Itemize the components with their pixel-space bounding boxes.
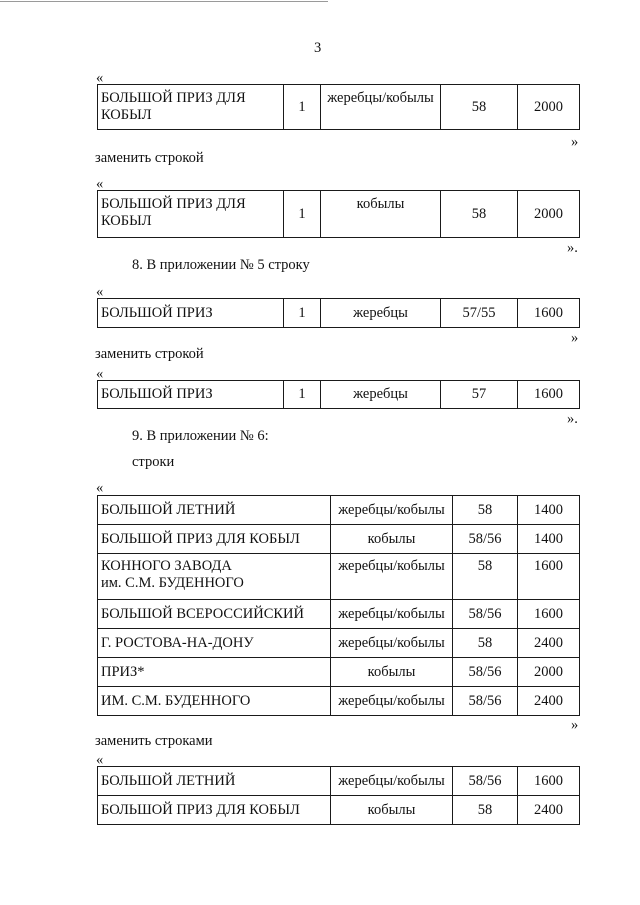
cell-sex: жеребцы/кобылы xyxy=(331,554,453,600)
item-8-text: 8. В приложении № 5 строку xyxy=(132,257,310,273)
replace-row-text: заменить строкой xyxy=(95,150,204,166)
cell-sex: жеребцы/кобылы xyxy=(331,496,453,525)
table-row xyxy=(98,600,580,629)
cell-name: БОЛЬШОЙ ПРИЗ ДЛЯ КОБЫЛ xyxy=(98,525,331,554)
cell-count: 1 xyxy=(284,299,321,328)
cell-distance: 2400 xyxy=(518,687,580,716)
cell-sex: кобылы xyxy=(331,658,453,687)
table-block2-old xyxy=(97,298,580,328)
cell-sex: жеребцы/кобылы xyxy=(321,85,441,130)
rows-word: строки xyxy=(132,454,175,470)
cell-sex: жеребцы xyxy=(321,299,441,328)
item-9-text: 9. В приложении № 6: xyxy=(132,428,269,444)
quote-close-dot: ». xyxy=(567,411,578,427)
cell-name: БОЛЬШОЙ ПРИЗ xyxy=(98,299,284,328)
cell-distance: 2400 xyxy=(518,796,580,825)
cell-weight: 58/56 xyxy=(453,687,518,716)
cell-sex: жеребцы xyxy=(321,381,441,409)
cell-name: БОЛЬШОЙ ВСЕРОССИЙСКИЙ xyxy=(98,600,331,629)
quote-close-dot: ». xyxy=(567,240,578,256)
cell-weight: 57/55 xyxy=(441,299,518,328)
quote-close: » xyxy=(571,717,579,733)
cell-sex: кобылы xyxy=(331,525,453,554)
quote-open: « xyxy=(96,366,104,382)
quote-open: « xyxy=(96,752,104,768)
cell-distance: 1400 xyxy=(518,525,580,554)
scan-top-line xyxy=(0,1,328,2)
cell-name: БОЛЬШОЙ ПРИЗ ДЛЯ КОБЫЛ xyxy=(98,85,284,130)
cell-name: ПРИЗ* xyxy=(98,658,331,687)
cell-distance: 2400 xyxy=(518,629,580,658)
table-row xyxy=(98,658,580,687)
cell-name xyxy=(98,554,331,600)
cell-distance: 1400 xyxy=(518,496,580,525)
cell-name: БОЛЬШОЙ ПРИЗ ДЛЯ КОБЫЛ xyxy=(98,796,331,825)
cell-name: ИМ. С.М. БУДЕННОГО xyxy=(98,687,331,716)
replace-row-text: заменить строкой xyxy=(95,346,204,362)
table-block3-old xyxy=(97,495,580,716)
table-block1-old xyxy=(97,84,580,130)
cell-distance: 1600 xyxy=(518,381,580,409)
cell-count: 1 xyxy=(284,381,321,409)
cell-name: БОЛЬШОЙ ЛЕТНИЙ xyxy=(98,767,331,796)
quote-open: « xyxy=(96,480,104,496)
table-row xyxy=(98,525,580,554)
table-row xyxy=(98,496,580,525)
table-block2-new xyxy=(97,380,580,409)
table-row xyxy=(98,299,580,328)
cell-sex: жеребцы/кобылы xyxy=(331,687,453,716)
cell-weight: 58 xyxy=(453,554,518,600)
cell-weight: 58/56 xyxy=(453,600,518,629)
table-row xyxy=(98,796,580,825)
cell-weight: 58/56 xyxy=(453,525,518,554)
cell-weight: 57 xyxy=(441,381,518,409)
cell-count: 1 xyxy=(284,191,321,238)
cell-distance: 1600 xyxy=(518,600,580,629)
table-block3-new xyxy=(97,766,580,825)
table-row xyxy=(98,85,580,130)
table-row xyxy=(98,767,580,796)
table-row xyxy=(98,191,580,238)
cell-sex: кобылы xyxy=(321,191,441,238)
cell-name: БОЛЬШОЙ ПРИЗ xyxy=(98,381,284,409)
cell-distance: 1600 xyxy=(518,767,580,796)
cell-weight: 58 xyxy=(453,496,518,525)
table-row xyxy=(98,629,580,658)
table-row xyxy=(98,381,580,409)
table-block1-new xyxy=(97,190,580,238)
cell-sex: жеребцы/кобылы xyxy=(331,600,453,629)
cell-name: БОЛЬШОЙ ПРИЗ ДЛЯ КОБЫЛ xyxy=(98,191,284,238)
cell-name: Г. РОСТОВА-НА-ДОНУ xyxy=(98,629,331,658)
cell-distance: 2000 xyxy=(518,191,580,238)
cell-weight: 58/56 xyxy=(453,767,518,796)
quote-open: « xyxy=(96,284,104,300)
cell-count: 1 xyxy=(284,85,321,130)
cell-sex: жеребцы/кобылы xyxy=(331,629,453,658)
cell-name: БОЛЬШОЙ ЛЕТНИЙ xyxy=(98,496,331,525)
table-row xyxy=(98,687,580,716)
cell-sex: кобылы xyxy=(331,796,453,825)
cell-weight: 58 xyxy=(453,796,518,825)
quote-close: » xyxy=(571,134,579,150)
cell-distance: 2000 xyxy=(518,85,580,130)
cell-weight: 58 xyxy=(441,85,518,130)
page-number: 3 xyxy=(314,40,322,56)
table-row xyxy=(98,554,580,600)
quote-close: » xyxy=(571,330,579,346)
quote-open: « xyxy=(96,176,104,192)
cell-name-line2: им. С.М. БУДЕННОГО xyxy=(101,575,244,591)
quote-open: « xyxy=(96,70,104,86)
replace-rows-text: заменить строками xyxy=(95,733,213,749)
cell-distance: 1600 xyxy=(518,299,580,328)
cell-weight: 58 xyxy=(441,191,518,238)
cell-weight: 58 xyxy=(453,629,518,658)
cell-sex: жеребцы/кобылы xyxy=(331,767,453,796)
cell-weight: 58/56 xyxy=(453,658,518,687)
cell-distance: 1600 xyxy=(518,554,580,600)
cell-name-line1: КОННОГО ЗАВОДА xyxy=(101,558,232,574)
cell-distance: 2000 xyxy=(518,658,580,687)
